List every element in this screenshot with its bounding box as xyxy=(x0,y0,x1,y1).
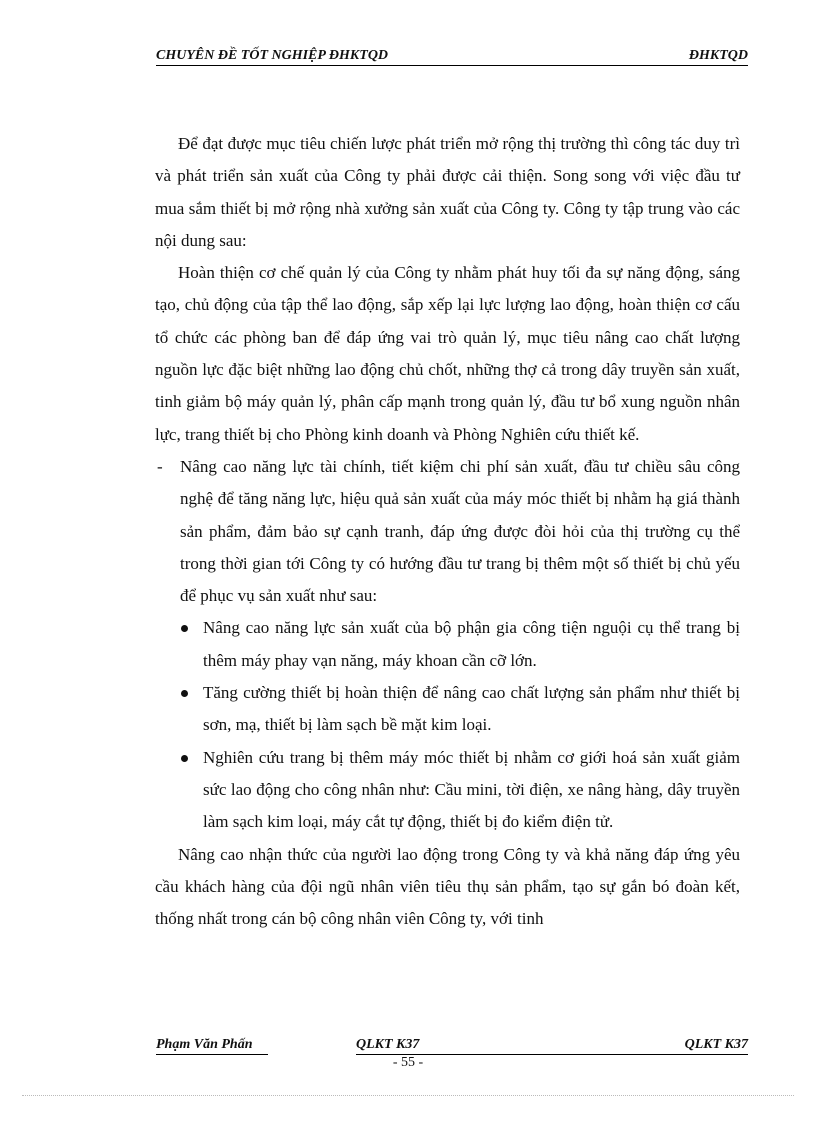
bullet-icon xyxy=(181,755,188,762)
dash-marker: - xyxy=(157,456,163,476)
dash-list-item xyxy=(155,451,740,612)
page-header xyxy=(156,47,748,66)
list-item xyxy=(155,612,740,677)
paragraph-intro: Để đạt được mục tiêu chiến lược phát triển mở rộng thị trường thì công tác duy trì và phát triển sản xuất của Công ty phải được cải thiện. Song song với việc đầu tư mua sắm thiết bị mở rộng nhà xưởng sản xuất của Công ty. Công ty tập trung vào các nội dung sau: xyxy=(155,134,740,250)
page-body xyxy=(155,128,740,935)
list-item-text: Nâng cao năng lực sản xuất của bộ phận gia công tiện nguội cụ thể trang bị thêm máy phay vạn năng, máy khoan cần cỡ lớn. xyxy=(203,618,740,670)
list-item xyxy=(155,742,740,839)
list-item-text: Nghiên cứu trang bị thêm máy móc thiết bị nhằm cơ giới hoá sản xuất giảm sức lao động cho công nhân như: Cầu mini, tời điện, xe nâng hàng, dây truyền làm sạch kim loại, máy cắt tự động, thiết bị đo kiểm điện tử. xyxy=(203,747,740,832)
bullet-icon xyxy=(181,625,188,632)
footer-class: QLKT K37 xyxy=(356,1036,748,1055)
footer-author: Phạm Văn Phấn xyxy=(156,1036,268,1055)
paragraph-management: Hoàn thiện cơ chế quản lý của Công ty nhằm phát huy tối đa sự năng động, sáng tạo, chủ động của tập thể lao động, sắp xếp lại lực lượng lao động, hoàn thiện cơ cấu tổ chức các phòng ban để đáp ứng vai trò quản lý, mục tiêu nâng cao chất lượng nguồn lực đặc biệt những lao động chủ chốt, những thợ cả trong dây truyền sản xuất, tinh giảm bộ máy quản lý, phân cấp mạnh trong quản lý, đầu tư bổ xung nguồn nhân lực, trang thiết bị cho Phòng kinh doanh và Phòng Nghiên cứu thiết kế. xyxy=(155,263,740,444)
page-divider xyxy=(22,1095,794,1096)
footer-class-right: QLKT K37 xyxy=(684,1037,748,1052)
bullet-list xyxy=(155,612,740,838)
page-footer xyxy=(156,1036,748,1054)
paragraph-awareness: Nâng cao nhận thức của người lao động trong Công ty và khả năng đáp ứng yêu cầu khách hàng của đội ngũ nhân viên tiêu thụ sản phẩm, tạo sự gắn bó đoàn kết, thống nhất trong cán bộ công nhân viên Công ty, với tinh xyxy=(155,844,740,929)
header-title: CHUYÊN ĐỀ TỐT NGHIỆP ĐHKTQD xyxy=(156,48,389,63)
list-item xyxy=(155,677,740,742)
list-item-text: Tăng cường thiết bị hoàn thiện để nâng cao chất lượng sản phẩm như thiết bị sơn, mạ, thiết bị làm sạch bề mặt kim loại. xyxy=(203,683,740,735)
bullet-icon xyxy=(181,690,188,697)
dash-item-text: Nâng cao năng lực tài chính, tiết kiệm chi phí sản xuất, đầu tư chiều sâu công nghệ để tăng năng lực, hiệu quả sản xuất của máy móc thiết bị nhằm hạ giá thành sản phẩm, đảm bảo sự cạnh tranh, đáp ứng được đòi hỏi của thị trường cụ thể trong thời gian tới Công ty có hướng đầu tư trang bị thêm một số thiết bị chủ yếu để phục vụ sản xuất như sau: xyxy=(180,456,740,606)
header-institution: ĐHKTQD xyxy=(688,48,748,63)
page-number: - 55 - xyxy=(392,1055,424,1070)
